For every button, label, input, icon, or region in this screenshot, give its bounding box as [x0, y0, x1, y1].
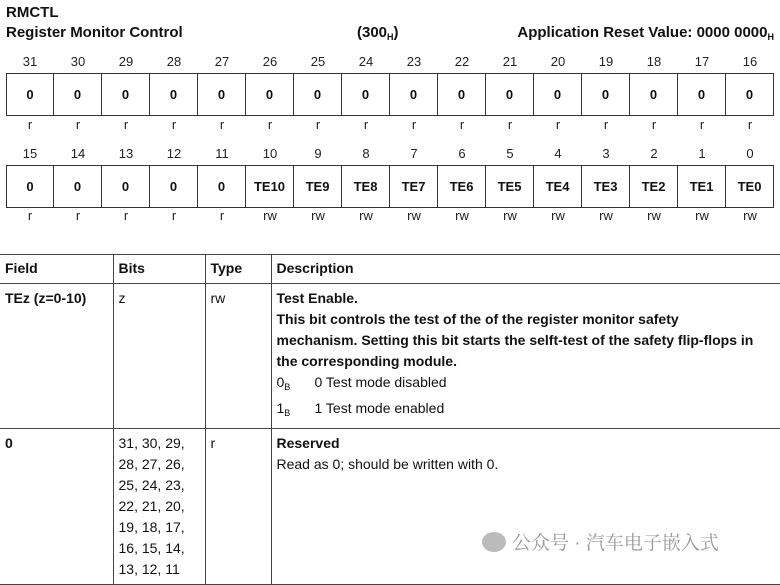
- bit-type: r: [699, 117, 705, 132]
- bit-type: r: [267, 117, 273, 132]
- register-short-name: RMCTL: [6, 4, 59, 21]
- bit-field: 0: [678, 74, 726, 115]
- encoding-0: $0_B$ 0 Test mode disabled: [276, 374, 447, 392]
- bit-type: rw: [455, 208, 469, 223]
- bit-type: rw: [599, 208, 613, 223]
- field-name: 0: [0, 429, 113, 585]
- bit-field: TE6: [438, 166, 486, 207]
- bit-type: r: [603, 117, 609, 132]
- bit-field: 0: [582, 74, 630, 115]
- field-bits: 31, 30, 29, 28, 27, 26, 25, 24, 23, 22, 21, 20, 19, 18, 17, 16, 15, 14, 13, 12, 11: [113, 429, 205, 585]
- bit-field: TE4: [534, 166, 582, 207]
- bit-type: rw: [503, 208, 517, 223]
- bit-field: 0: [246, 74, 294, 115]
- bit-number: 21: [502, 54, 518, 69]
- bit-type: r: [555, 117, 561, 132]
- bit-field: 0: [342, 74, 390, 115]
- field-bits: z: [113, 284, 205, 429]
- bit-number: 22: [454, 54, 470, 69]
- bit-number: 31: [22, 54, 38, 69]
- register-full-name: Register Monitor Control: [6, 24, 183, 41]
- bit-type: r: [27, 208, 33, 223]
- bit-field: TE5: [486, 166, 534, 207]
- bit-type: r: [315, 117, 321, 132]
- upper-bit-numbers: [6, 54, 774, 72]
- bit-field: TE3: [582, 166, 630, 207]
- bit-number: 28: [166, 54, 182, 69]
- bit-number: 7: [410, 146, 418, 161]
- bit-number: 5: [506, 146, 514, 161]
- bit-type: r: [171, 208, 177, 223]
- bit-number: 2: [650, 146, 658, 161]
- bit-number: 27: [214, 54, 230, 69]
- bit-type: rw: [647, 208, 661, 223]
- bit-field: TE0: [726, 166, 774, 207]
- reset-value: Application Reset Value: 0000 $0000_H$: [517, 24, 774, 42]
- bit-type: r: [219, 117, 225, 132]
- lower-bit-numbers: [6, 146, 774, 164]
- bit-number: 9: [314, 146, 322, 161]
- bit-number: 26: [262, 54, 278, 69]
- table-row: [0, 429, 780, 585]
- bit-type: r: [171, 117, 177, 132]
- col-bits: Bits: [113, 255, 205, 284]
- bit-number: 20: [550, 54, 566, 69]
- upper-bit-types: [6, 117, 774, 132]
- bit-type: r: [123, 117, 129, 132]
- field-type: rw: [205, 284, 271, 429]
- bit-type: r: [651, 117, 657, 132]
- bit-number: 12: [166, 146, 182, 161]
- description-text: Read as 0; should be written with 0.: [276, 456, 499, 472]
- bit-field: 0: [54, 166, 102, 207]
- bit-type: r: [459, 117, 465, 132]
- bit-field: 0: [726, 74, 774, 115]
- bit-field: 0: [534, 74, 582, 115]
- bit-type: r: [363, 117, 369, 132]
- bit-field: 0: [198, 74, 246, 115]
- table-row: [0, 284, 780, 429]
- bit-field: TE8: [342, 166, 390, 207]
- bit-field: TE9: [294, 166, 342, 207]
- bit-number: 18: [646, 54, 662, 69]
- bit-field: 0: [150, 166, 198, 207]
- bit-number: 6: [458, 146, 466, 161]
- description-title: Test Enable.: [276, 290, 358, 306]
- field-name: TEz (z=0-10): [0, 284, 113, 429]
- encoding-1: $1_B$ 1 Test mode enabled: [276, 400, 445, 418]
- bit-field: 0: [7, 166, 54, 207]
- bit-number: 19: [598, 54, 614, 69]
- bit-number: 1: [698, 146, 706, 161]
- bit-number: 25: [310, 54, 326, 69]
- bit-field: TE10: [246, 166, 294, 207]
- bit-type: r: [219, 208, 225, 223]
- bit-field: 0: [102, 166, 150, 207]
- field-description: [271, 429, 780, 585]
- bit-type: rw: [311, 208, 325, 223]
- bit-number: 16: [742, 54, 758, 69]
- bit-field: 0: [630, 74, 678, 115]
- bit-field: 0: [54, 74, 102, 115]
- bit-number: 23: [406, 54, 422, 69]
- bit-field: 0: [7, 74, 54, 115]
- bit-number: 17: [694, 54, 710, 69]
- bit-number: 4: [554, 146, 562, 161]
- table-header: [0, 255, 780, 284]
- description-text: This bit controls the test of the of the register monitor safety mechanism. Setting this bit starts the selft-test of the safety flip-flops in the corresponding module.: [276, 311, 754, 369]
- bit-type: r: [75, 117, 81, 132]
- field-type: r: [205, 429, 271, 585]
- lower-bit-types: [6, 208, 774, 223]
- bit-field: 0: [294, 74, 342, 115]
- bit-number: 13: [118, 146, 134, 161]
- bit-type: r: [27, 117, 33, 132]
- bit-number: 10: [262, 146, 278, 161]
- bit-type: r: [75, 208, 81, 223]
- bit-field: 0: [486, 74, 534, 115]
- bit-type: rw: [359, 208, 373, 223]
- bit-type: rw: [551, 208, 565, 223]
- bit-number: 3: [602, 146, 610, 161]
- bit-type: r: [411, 117, 417, 132]
- bit-field: 0: [390, 74, 438, 115]
- bit-number: 15: [22, 146, 38, 161]
- upper-bit-values: [6, 73, 774, 116]
- bit-number: 24: [358, 54, 374, 69]
- col-field: Field: [0, 255, 113, 284]
- bit-type: r: [507, 117, 513, 132]
- bit-number: 8: [362, 146, 370, 161]
- bit-type: rw: [695, 208, 709, 223]
- wechat-icon: [482, 532, 506, 552]
- bit-number: 0: [746, 146, 754, 161]
- bit-field: TE2: [630, 166, 678, 207]
- register-offset: $(300_H)$: [357, 24, 399, 42]
- bit-field: TE1: [678, 166, 726, 207]
- bit-field: 0: [150, 74, 198, 115]
- bit-number: 11: [215, 146, 229, 161]
- col-type: Type: [205, 255, 271, 284]
- bit-type: r: [747, 117, 753, 132]
- bit-type: rw: [263, 208, 277, 223]
- lower-bit-values: [6, 165, 774, 208]
- bit-type: rw: [743, 208, 757, 223]
- bit-field: 0: [102, 74, 150, 115]
- description-title: Reserved: [276, 435, 340, 451]
- bit-number: 30: [70, 54, 86, 69]
- bit-type: rw: [407, 208, 421, 223]
- col-description: Description: [271, 255, 780, 284]
- bit-field: 0: [198, 166, 246, 207]
- bit-field: TE7: [390, 166, 438, 207]
- watermark: 公众号 · 汽车电子嵌入式: [482, 528, 719, 555]
- bit-type: r: [123, 208, 129, 223]
- bit-field: 0: [438, 74, 486, 115]
- bit-number: 14: [70, 146, 86, 161]
- field-description: [271, 284, 780, 429]
- bit-number: 29: [118, 54, 134, 69]
